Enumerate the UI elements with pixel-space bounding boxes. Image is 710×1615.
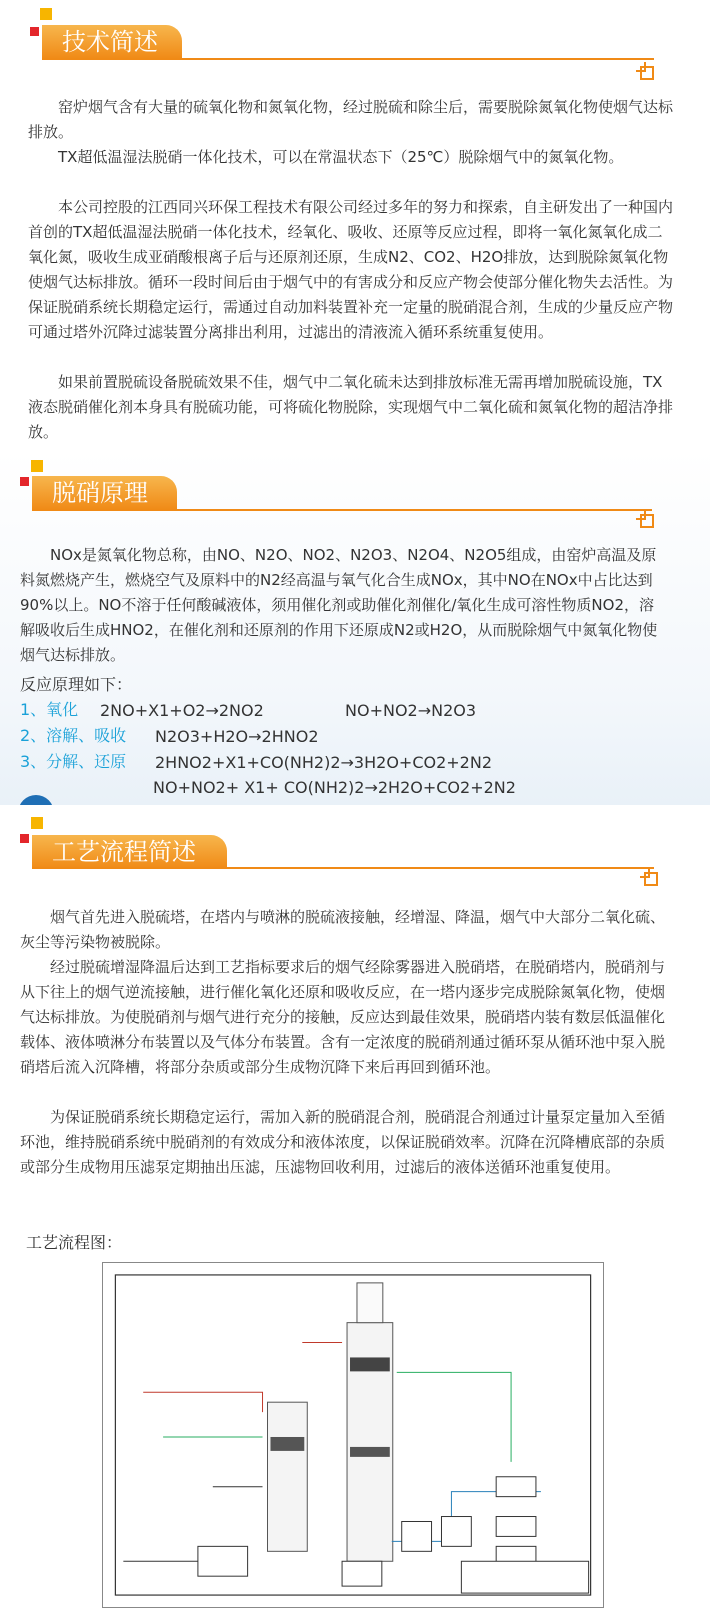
- corner-ornament: [640, 66, 654, 80]
- section-header-principle: [0, 450, 710, 507]
- tech-paragraph-3: 本公司控股的江西同兴环保工程技术有限公司经过多年的努力和探索，自主研发出了一种国内首创的TX超低温湿法脱硝一体化技术，经氧化、吸收、还原等反应过程，即将一氧化氮氧化成二氧化氮，吸收生成亚硝酸根离子后与还原剂还原，生成N2、CO2、H2O排放，达到脱除氮氧化物使烟气达标排放。循环一段时间后由于烟气中的有害成分和反应产物会使部分催化物失去活性。为保证脱硝系统长期稳定运行，需通过自动加料装置补充一定量的脱硝混合剂，生成的少量反应产物可通过塔外沉降过滤装置分离排出利用，过滤出的清液流入循环系统重复使用。: [28, 198, 674, 341]
- process-paragraph-3: 为保证脱硝系统长期稳定运行，需加入新的脱硝混合剂，脱硝混合剂通过计量泵定量加入至循环池，维持脱硝系统中脱硝剂的有效成分和液体浓度，以保证脱硝效率。沉降在沉降槽底部的杂质或部分生成物用压滤泵定期抽出压滤，压滤物回收利用，过滤后的液体送循环池重复使用。: [20, 1108, 666, 1176]
- reaction-2-eq1: N2O3+H2O→2HNO2: [155, 727, 319, 746]
- tech-paragraph-1: 窑炉烟气含有大量的硫氧化物和氮氧化物，经过脱硫和除尘后，需要脱除氮氧化物使烟气达标排放。: [28, 98, 674, 141]
- reaction-1-eq2: NO+NO2→N2O3: [345, 701, 477, 720]
- reaction-3: [20, 749, 126, 774]
- process-paragraph-2: 经过脱硫增湿降温后达到工艺指标要求后的烟气经除雾器进入脱硝塔，在脱硝塔内，脱硝剂与从下往上的烟气逆流接触，进行催化氧化还原和吸收反应，在一塔内逐步完成脱除氮氧化物，使烟气达标排放。为使脱硝剂与烟气进行充分的接触，反应达到最佳效果，脱硝塔内装有数层低温催化载体、液体喷淋分布装置以及气体分布装置。含有一定浓度的脱硝剂通过循环泵从循环池中泵入脱硝塔后流入沉降槽，将部分杂质或部分生成物沉降下来后再回到循环池。: [20, 958, 666, 1076]
- reaction-3-eq2: NO+NO2+ X1+ CO(NH2)2→2H2O+CO2+2N2: [153, 778, 516, 797]
- section-tech: [0, 0, 710, 450]
- section-title-process: 工艺流程简述: [32, 835, 227, 869]
- reaction-1: [20, 697, 78, 722]
- section-title-principle: 脱硝原理: [32, 476, 177, 510]
- reaction-1-label: 1、氧化: [20, 700, 79, 719]
- corner-ornament: [640, 514, 654, 528]
- diagram-heading: 工艺流程图：: [26, 1233, 123, 1252]
- section-header-tech: [0, 0, 710, 56]
- reaction-heading: 反应原理如下：: [20, 675, 133, 694]
- reaction-3-eq1: 2HNO2+X1+CO(NH2)2→3H2O+CO2+2N2: [155, 753, 492, 772]
- reaction-3-label: 3、分解、还原: [20, 752, 127, 771]
- principle-paragraph: NOx是氮氧化物总称，由NO、N2O、NO2、N2O3、N2O4、N2O5组成，由窑炉高温及原料氮燃烧产生，燃烧空气及原料中的N2经高温与氧气化合生成NOx，其中NO在NOx中占比达到90%以上。NO不溶于任何酸碱液体，须用催化剂或助催化剂催化/氧化生成可溶性物质NO2，溶解吸收后生成HNO2，在催化剂和还原剂的作用下还原成N2或H2O，从而脱除烟气中氮氧化物使烟气达标排放。: [20, 546, 658, 664]
- process-paragraph-1: 烟气首先进入脱硫塔，在塔内与喷淋的脱硫液接触，经增湿、降温，烟气中大部分二氧化硫、灰尘等污染物被脱除。: [20, 908, 666, 951]
- process-flow-diagram: [102, 1262, 604, 1608]
- section-header-process: [0, 805, 710, 866]
- reaction-2-label: 2、溶解、吸收: [20, 726, 127, 745]
- process-flow-drawing: [103, 1263, 603, 1607]
- tech-paragraph-4: 如果前置脱硫设备脱硫效果不佳，烟气中二氧化硫未达到排放标准无需再增加脱硫设施，TX液态脱硝催化剂本身具有脱硫功能，可将硫化物脱除，实现烟气中二氧化硫和氮氧化物的超洁净排放。: [28, 373, 674, 441]
- reaction-2: [20, 723, 126, 748]
- tech-paragraph-2: TX超低温湿法脱硝一体化技术，可以在常温状态下（25℃）脱除烟气中的氮氧化物。: [58, 148, 624, 166]
- reaction-1-eq1: 2NO+X1+O2→2NO2: [100, 701, 264, 720]
- section-title-tech: 技术简述: [42, 25, 182, 59]
- section-principle: [0, 450, 710, 805]
- corner-ornament: [644, 872, 658, 886]
